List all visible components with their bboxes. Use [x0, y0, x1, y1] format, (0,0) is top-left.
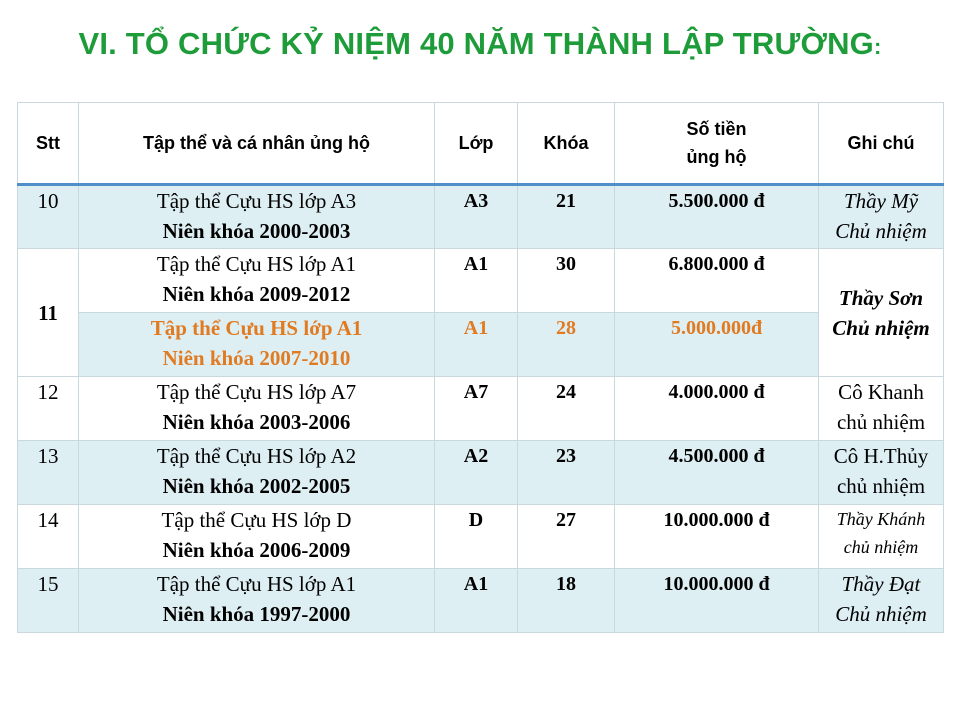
donor-line2: Niên khóa 2000-2003 — [162, 219, 351, 243]
donor-line2: Niên khóa 2003-2006 — [162, 410, 351, 434]
note-line1: Cô H.Thủy — [833, 444, 929, 468]
note-line2: Chủ nhiệm — [835, 602, 927, 626]
cell-note — [819, 569, 944, 633]
cell-amount: 4.000.000 đ — [615, 377, 819, 441]
cell-note — [819, 441, 944, 505]
cell-stt: 10 — [18, 185, 79, 249]
cell-stt: 14 — [18, 505, 79, 569]
cell-amount: 5.500.000 đ — [615, 185, 819, 249]
table-row — [18, 249, 944, 313]
cell-donor — [79, 441, 435, 505]
cell-note — [819, 505, 944, 569]
donor-line2: Niên khóa 1997-2000 — [162, 602, 351, 626]
cell-amount: 10.000.000 đ — [615, 569, 819, 633]
note-line1: Thầy Khánh — [836, 509, 926, 529]
table-row — [18, 569, 944, 633]
note-line1: Thầy Đạt — [841, 572, 921, 596]
cell-stt: 11 — [18, 249, 79, 377]
cell-cohort: 23 — [518, 441, 615, 505]
cell-stt: 13 — [18, 441, 79, 505]
cell-donor — [79, 377, 435, 441]
note-line2: chủ nhiệm — [836, 410, 926, 434]
donation-table — [17, 102, 944, 633]
note-line2: Chủ nhiệm — [835, 219, 927, 243]
note-line1: Thầy Sơn — [838, 285, 924, 310]
donor-line2: Niên khóa 2006-2009 — [162, 538, 351, 562]
slide-title-colon: : — [873, 34, 882, 59]
slide-title — [0, 26, 960, 62]
donor-line1: Tập thể Cựu HS lớp A1 — [150, 316, 363, 340]
donor-line2: Niên khóa 2007-2010 — [162, 346, 351, 370]
donor-line1: Tập thể Cựu HS lớp A1 — [156, 252, 357, 276]
note-line2: chủ nhiệm — [836, 474, 926, 498]
slide-title-text: VI. TỔ CHỨC KỶ NIỆM 40 NĂM THÀNH LẬP TRƯỜNG — [78, 26, 874, 61]
table-row-highlighted — [18, 313, 944, 377]
table-row — [18, 441, 944, 505]
donor-line1: Tập thể Cựu HS lớp A2 — [156, 444, 357, 468]
cell-donor — [79, 185, 435, 249]
header-donor: Tập thể và cá nhân ủng hộ — [79, 103, 435, 185]
cell-class: A3 — [435, 185, 518, 249]
cell-cohort: 28 — [518, 313, 615, 377]
table-row — [18, 185, 944, 249]
cell-stt: 15 — [18, 569, 79, 633]
donor-line2: Niên khóa 2009-2012 — [162, 282, 351, 306]
cell-cohort: 24 — [518, 377, 615, 441]
note-line1: Cô Khanh — [838, 380, 924, 404]
cell-amount: 5.000.000đ — [615, 313, 819, 377]
cell-amount: 10.000.000 đ — [615, 505, 819, 569]
note-line1: Thầy Mỹ — [843, 189, 919, 213]
cell-note — [819, 185, 944, 249]
donor-line2: Niên khóa 2002-2005 — [162, 474, 351, 498]
donor-line1: Tập thể Cựu HS lớp A3 — [156, 189, 357, 213]
header-note: Ghi chú — [819, 103, 944, 185]
table-row — [18, 377, 944, 441]
cell-class: A1 — [435, 569, 518, 633]
cell-cohort: 30 — [518, 249, 615, 313]
table-header-row — [18, 103, 944, 185]
cell-donor — [79, 505, 435, 569]
header-class: Lớp — [435, 103, 518, 185]
cell-stt: 12 — [18, 377, 79, 441]
cell-donor — [79, 249, 435, 313]
cell-class: D — [435, 505, 518, 569]
note-line2: chủ nhiệm — [843, 537, 919, 557]
cell-class: A1 — [435, 313, 518, 377]
donor-line1: Tập thể Cựu HS lớp A1 — [156, 572, 357, 596]
cell-cohort: 18 — [518, 569, 615, 633]
cell-note — [819, 377, 944, 441]
cell-donor — [79, 313, 435, 377]
cell-amount: 6.800.000 đ — [615, 249, 819, 313]
header-amount — [615, 103, 819, 185]
table-row — [18, 505, 944, 569]
cell-note — [819, 249, 944, 377]
donor-line1: Tập thể Cựu HS lớp D — [161, 508, 352, 532]
cell-amount: 4.500.000 đ — [615, 441, 819, 505]
cell-class: A7 — [435, 377, 518, 441]
cell-donor — [79, 569, 435, 633]
header-amount-line1: Số tiền — [686, 119, 747, 139]
cell-class: A2 — [435, 441, 518, 505]
header-cohort: Khóa — [518, 103, 615, 185]
cell-cohort: 27 — [518, 505, 615, 569]
cell-class: A1 — [435, 249, 518, 313]
header-amount-line2: ủng hộ — [686, 147, 747, 167]
note-line2: Chủ nhiệm — [832, 315, 930, 340]
header-stt: Stt — [18, 103, 79, 185]
donor-line1: Tập thể Cựu HS lớp A7 — [156, 380, 357, 404]
cell-cohort: 21 — [518, 185, 615, 249]
